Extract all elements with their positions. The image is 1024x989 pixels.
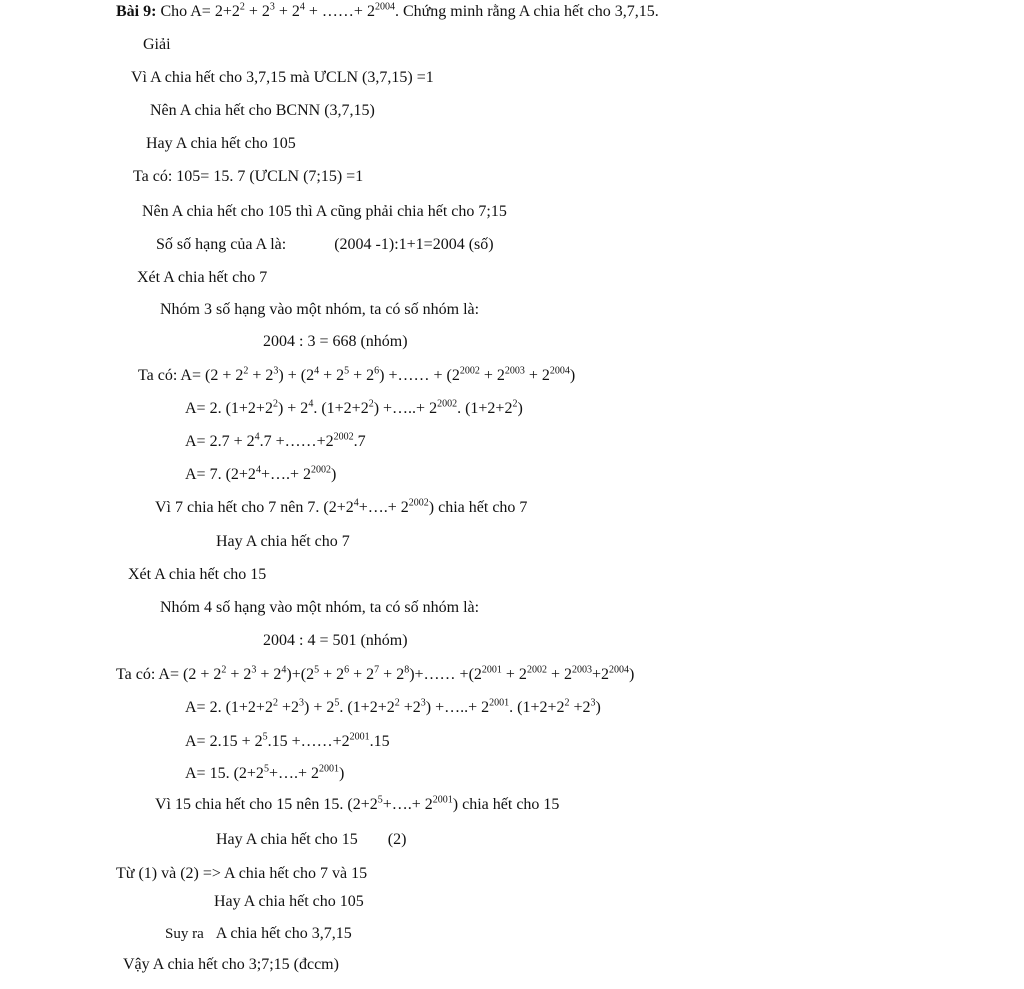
line-because-7: Vì 7 chia hết cho 7 nên 7. $(2+2^4+\dots.+ 2^{2002})$ chia hết cho 7 — [155, 497, 528, 516]
line-group-count-4: 2004 : 4 = 501 (nhóm) — [263, 632, 408, 649]
line-because-15: Vì 15 chia hết cho 15 nên 15. $(2+2^5+\dots.+ 2^{2001})$ chia hết cho 15 — [155, 794, 560, 813]
line-expand-4: Ta có: $A= (2 + 2^2 + 2^3 + 2^4)+(2^5 + 2^6 + 2^7$ + $2^8)+\dots\dots +(2^{2001} + 2^{2002} + 2^{2003}+2^{2004})$ — [116, 664, 635, 683]
line-expand-3: Ta có: $A= (2 + 2^2 + 2^3) + (2^4 + 2^5 + 2^6)$ +…… + $(2^{2002} + 2^{2003} + 2^{2004})$ — [138, 365, 576, 384]
line-factor-3: A= 2. $(1+2+2^2) + 2^4$. $(1+2+2^2)$ +…..+ $2^{2002}$. $(1+2+2^2)$ — [185, 398, 523, 417]
line-final-conclusion: Vậy A chia hết cho 3;7;15 (đccm) — [123, 956, 339, 973]
line-group-count-3: 2004 : 3 = 668 (nhóm) — [263, 333, 408, 350]
line-conclude-7: Hay A chia hết cho 7 — [216, 533, 350, 550]
problem-label: Bài 9: — [116, 3, 157, 20]
line-term-count: Số số hạng của A là: (2004 -1):1+1=2004 (số) — [156, 236, 494, 253]
line-105-factor: Ta có: 105= 15. 7 (ƯCLN (7;15) =1 — [133, 168, 364, 185]
line-gcd: Vì A chia hết cho 3,7,15 mà ƯCLN (3,7,15) =1 — [131, 69, 434, 86]
line-consider-7: Xét A chia hết cho 7 — [137, 269, 268, 286]
line-from-1-2: Từ (1) và (2) => A chia hết cho 7 và 15 — [116, 865, 368, 882]
line-factored-7: A= 7. $(2+2^4+\dots.+ 2^{2002})$ — [185, 464, 337, 483]
line-consider-15: Xét A chia hết cho 15 — [128, 566, 267, 583]
line-factor-4: A= 2. $(1+2+2^2 +2^3) + 2^5$. $(1+2+2^2 +2^3)$ +…..+ $2^{2001}$. $(1+2+2^2 +2^3)$ — [185, 697, 601, 716]
line-hay-105: Hay A chia hết cho 105 — [214, 893, 364, 910]
line-factored-15: A= 15. $(2+2^5+\dots.+ 2^{2001})$ — [185, 763, 345, 782]
line-group-4: Nhóm 4 số hạng vào một nhóm, ta có số nhóm là: — [160, 599, 480, 616]
line-divisible-7-15: Nên A chia hết cho 105 thì A cũng phải chia hết cho 7;15 — [142, 203, 507, 220]
line-divisible-105: Hay A chia hết cho 105 — [146, 135, 296, 152]
solution-heading: Giải — [143, 36, 171, 53]
line-lcm: Nên A chia hết cho BCNN (3,7,15) — [150, 102, 375, 119]
line-therefore: Suy ra A chia hết cho 3,7,15 — [165, 925, 352, 942]
line-sum-7: $A= 2.7 + 2^4.7$ $+\dots\dots+2^{2002}.7$ — [185, 431, 366, 450]
line-conclude-15: Hay A chia hết cho 15 (2) — [216, 831, 407, 848]
line-sum-15: $A= 2.15 + 2^5.15$ $+\dots\dots+2^{2001}.15$ — [185, 731, 390, 750]
line-group-3: Nhóm 3 số hạng vào một nhóm, ta có số nhóm là: — [160, 301, 480, 318]
problem-title: Bài 9: Cho $A= 2+2^2 + 2^3 + 2^4$ + ……+ $2^{2004}$. Chứng minh rằng A chia hết cho 3,7,15. — [116, 1, 659, 20]
